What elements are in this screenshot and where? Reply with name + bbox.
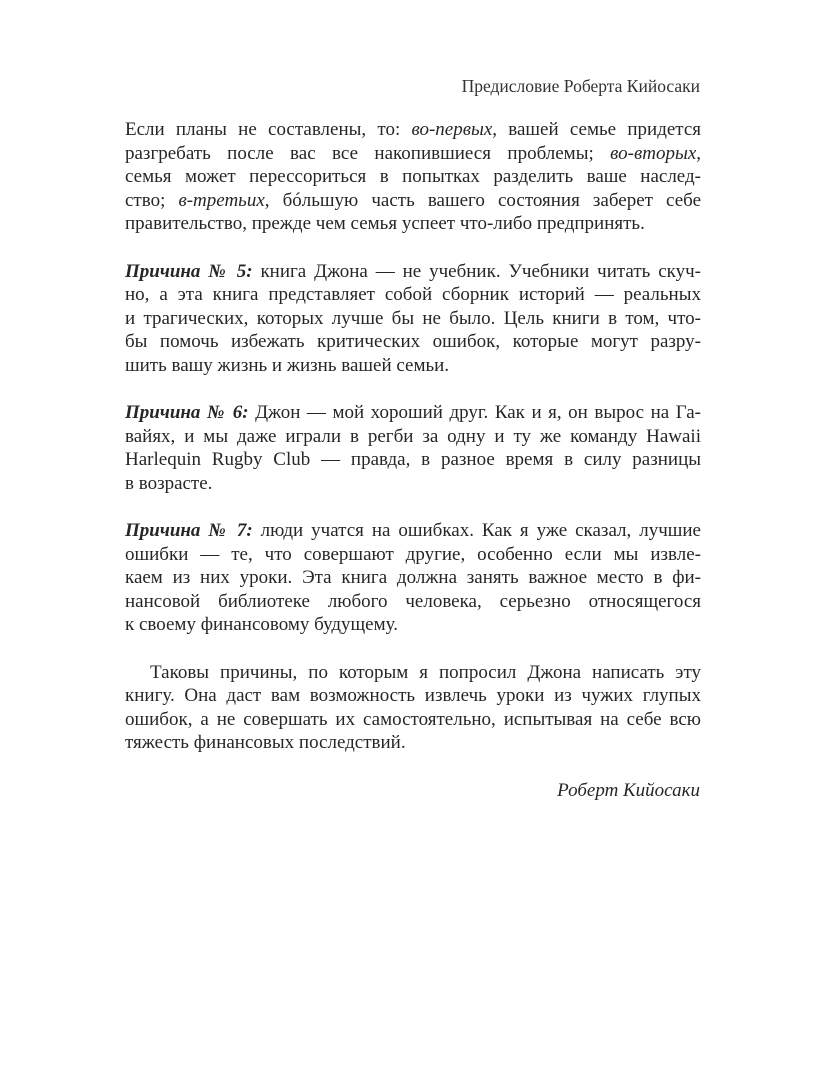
text-line [125, 590, 701, 614]
paragraph [125, 118, 701, 236]
text-run: ошибок, а не совершать их самостоятельно, испытывая на себе всю [125, 708, 701, 730]
paragraph [125, 661, 701, 755]
text-line [125, 472, 701, 496]
text-run: разгребать после вас все накопившиеся проблемы; [125, 142, 611, 164]
text-line [125, 401, 701, 425]
text-run: Джон — мой хороший друг. Как и я, он вырос на Га- [248, 402, 701, 424]
text-run: бы помочь избежать критических ошибок, которые могут разру- [125, 331, 701, 353]
text-run: Harlequin Rugby Club — правда, в разное время в силу разницы [125, 449, 701, 471]
body-text [125, 118, 701, 779]
text-run: ошибки — те, что совершают другие, особенно если мы извле- [125, 543, 701, 565]
text-run: шить вашу жизнь и жизнь вашей семьи. [125, 354, 450, 376]
reason-heading: Причина № 6: [125, 402, 249, 424]
reason-heading: Причина № 7: [125, 520, 253, 542]
text-line [125, 425, 701, 449]
paragraph [125, 260, 701, 378]
text-run: и трагических, которых лучше бы не было. Цель книги в том, что- [125, 307, 701, 329]
text-line [125, 354, 701, 378]
paragraph [125, 401, 701, 495]
text-line [125, 566, 701, 590]
text-line [125, 330, 701, 354]
reason-heading: Причина № 5: [125, 260, 253, 282]
text-line [125, 543, 701, 567]
text-line [125, 519, 701, 543]
text-run: но, а эта книга представляет собой сборник историй — реальных [125, 284, 701, 306]
text-line [125, 448, 701, 472]
text-line [125, 731, 701, 755]
text-line [125, 613, 701, 637]
author-signature: Роберт Кийосаки [557, 780, 700, 801]
text-line [125, 118, 701, 142]
text-line [125, 661, 701, 685]
running-head: Предисловие Роберта Кийосаки [461, 76, 700, 96]
text-line [125, 708, 701, 732]
text-run: Если планы не составлены, то: [125, 119, 412, 140]
text-line [125, 283, 701, 307]
text-run: , вашей семье придется [492, 119, 702, 140]
text-run: к своему финансовому будущему. [125, 614, 398, 636]
text-run: книга Джона — не учебник. Учебники читать скуч- [252, 260, 702, 282]
text-line [125, 189, 701, 213]
text-run: Таковы причины, по которым я попросил Джона написать эту [150, 661, 701, 683]
text-run: книгу. Она даст вам возможность извлечь уроки из чужих глупых [125, 685, 701, 707]
text-line [125, 260, 701, 284]
text-run: семья может перессориться в попытках разделить ваше наслед- [125, 166, 701, 188]
paragraph [125, 519, 701, 637]
text-line [125, 307, 701, 331]
text-run: тяжесть финансовых последствий. [125, 732, 406, 754]
emphasis-text: в-третьих [178, 189, 265, 211]
text-run: каем из них уроки. Эта книга должна занять важное место в фи- [125, 567, 701, 589]
text-run: вайях, и мы даже играли в регби за одну и ту же команду Hawaii [125, 425, 701, 447]
text-run: , [696, 142, 701, 164]
emphasis-text: во-первых [411, 119, 493, 140]
text-line [125, 142, 701, 166]
text-run: , бóльшую часть вашего состояния заберет себе [264, 189, 701, 211]
text-line [125, 684, 701, 708]
text-run: люди учатся на ошибках. Как я уже сказал, лучшие [252, 520, 701, 542]
emphasis-text: во-вторых [610, 142, 697, 164]
text-run: в возрасте. [125, 472, 213, 494]
text-line [125, 165, 701, 189]
text-line [125, 212, 701, 236]
text-run: ство; [125, 189, 179, 211]
text-run: нансовой библиотеке любого человека, серьезно относящегося [125, 590, 701, 612]
text-run: правительство, прежде чем семья успеет что-либо предпринять. [125, 213, 645, 235]
